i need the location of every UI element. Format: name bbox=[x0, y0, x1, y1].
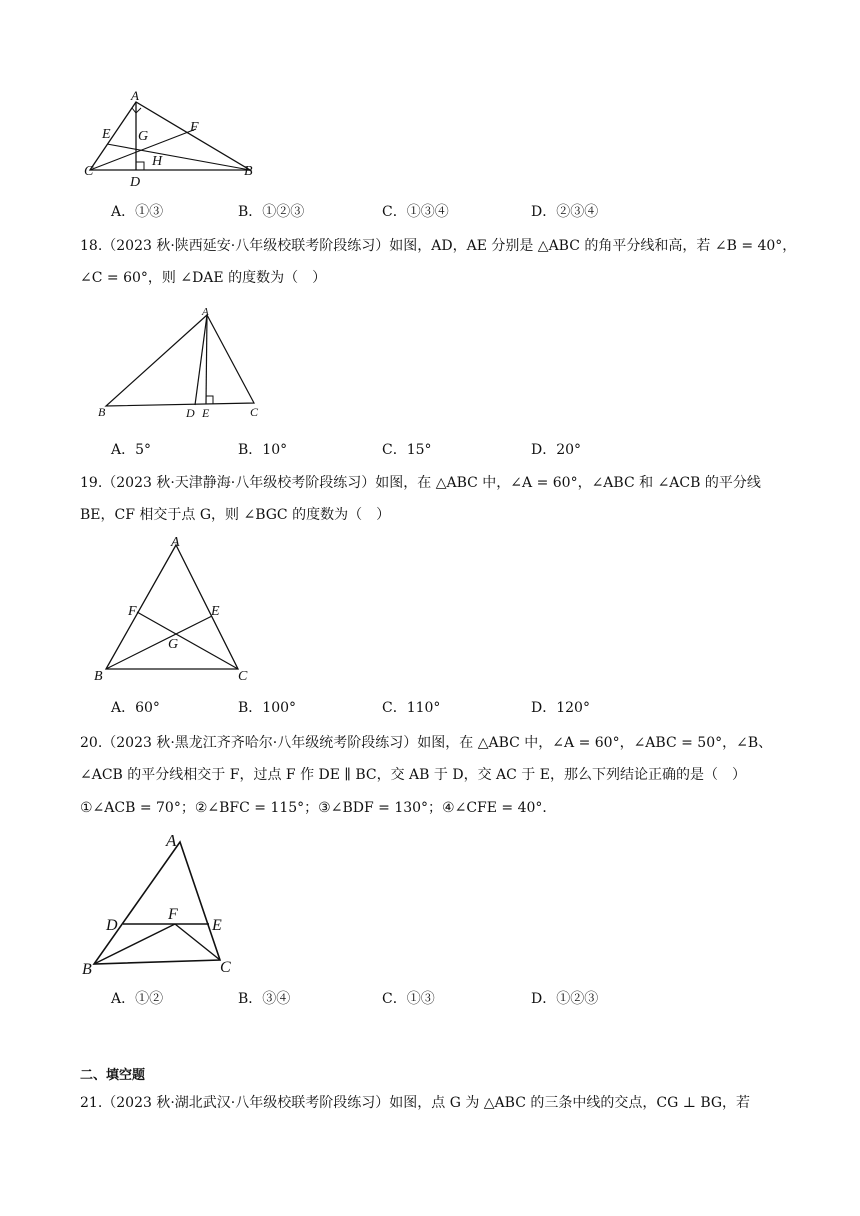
q20-option-c: C．①③ bbox=[382, 991, 435, 1007]
q17-label-H: H bbox=[152, 154, 163, 169]
q18-label-E: E bbox=[202, 406, 210, 420]
q20-label-E: E bbox=[212, 917, 222, 934]
q20-label-C: C bbox=[220, 959, 231, 976]
q20-option-b: B．③④ bbox=[238, 991, 291, 1007]
q17-option-b: B．①②③ bbox=[238, 204, 305, 220]
q18-label-D: D bbox=[186, 406, 195, 420]
q20-stem-line3: ①∠ACB = 70°；②∠BFC = 115°；③∠BDF = 130°；④∠CFE = 40°． bbox=[80, 800, 557, 816]
q19-label-B: B bbox=[94, 669, 103, 684]
q18-option-b: B．10° bbox=[238, 442, 288, 458]
q19-label-E: E bbox=[211, 604, 220, 619]
section-title-fill-in: 二、填空题 bbox=[80, 1068, 146, 1083]
q17-label-C: C bbox=[84, 164, 94, 179]
q19-option-c: C．110° bbox=[382, 700, 441, 716]
q18-option-d: D．20° bbox=[531, 442, 582, 458]
q20-option-d: D．①②③ bbox=[531, 991, 599, 1007]
q20-label-F: F bbox=[168, 906, 178, 923]
q18-option-c: C．15° bbox=[382, 442, 432, 458]
q20-stem-line2: ∠ACB 的平分线相交于 F，过点 F 作 DE ∥ BC，交 AB 于 D，交 AC 于 E，那么下列结论正确的是（ ） bbox=[80, 767, 746, 783]
q17-label-G: G bbox=[138, 129, 149, 144]
q19-label-C: C bbox=[238, 669, 248, 684]
q18-figure bbox=[92, 302, 272, 422]
q17-label-E: E bbox=[102, 127, 111, 142]
q19-label-A: A bbox=[171, 535, 180, 550]
q20-label-D: D bbox=[106, 917, 118, 934]
q17-option-a: A．①③ bbox=[111, 204, 164, 220]
q19-stem-line2: BE，CF 相交于点 G，则 ∠BGC 的度数为（ ） bbox=[80, 507, 391, 523]
q20-figure bbox=[78, 828, 248, 978]
q20-label-B: B bbox=[82, 961, 92, 978]
q18-label-B: B bbox=[98, 405, 106, 419]
q21-stem-line1: 21.（2023 秋·湖北武汉·八年级校联考阶段练习）如图，点 G 为 △ABC 的三条中线的交点，CG ⊥ BG，若 bbox=[80, 1095, 751, 1111]
q18-option-a: A．5° bbox=[111, 442, 152, 458]
q17-option-d: D．②③④ bbox=[531, 204, 599, 220]
q19-figure bbox=[90, 535, 260, 685]
q17-label-A: A bbox=[131, 88, 139, 103]
q20-stem-line1: 20.（2023 秋·黑龙江齐齐哈尔·八年级统考阶段练习）如图，在 △ABC 中，∠A = 60°，∠ABC = 50°，∠B、 bbox=[80, 735, 773, 751]
q19-option-b: B．100° bbox=[238, 700, 297, 716]
q17-figure bbox=[80, 85, 270, 190]
q17-option-c: C．①③④ bbox=[382, 204, 449, 220]
q19-option-d: D．120° bbox=[531, 700, 590, 716]
q17-label-F: F bbox=[190, 120, 199, 135]
q20-label-A: A bbox=[166, 831, 177, 850]
q17-label-D: D bbox=[130, 175, 141, 190]
q18-label-A: A bbox=[202, 306, 209, 318]
q17-label-B: B bbox=[244, 164, 253, 179]
q18-stem-line1: 18.（2023 秋·陕西延安·八年级校联考阶段练习）如图，AD，AE 分别是 △ABC 的角平分线和高，若 ∠B = 40°， bbox=[80, 238, 797, 254]
q19-option-a: A．60° bbox=[111, 700, 160, 716]
q19-stem-line1: 19.（2023 秋·天津静海·八年级校考阶段练习）如图，在 △ABC 中，∠A = 60°，∠ABC 和 ∠ACB 的平分线 bbox=[80, 475, 761, 491]
q19-label-G: G bbox=[168, 637, 179, 652]
q19-label-F: F bbox=[128, 604, 137, 619]
q18-stem-line2: ∠C = 60°，则 ∠DAE 的度数为（ ） bbox=[80, 270, 327, 286]
q18-label-C: C bbox=[250, 405, 259, 419]
q20-option-a: A．①② bbox=[111, 991, 164, 1007]
